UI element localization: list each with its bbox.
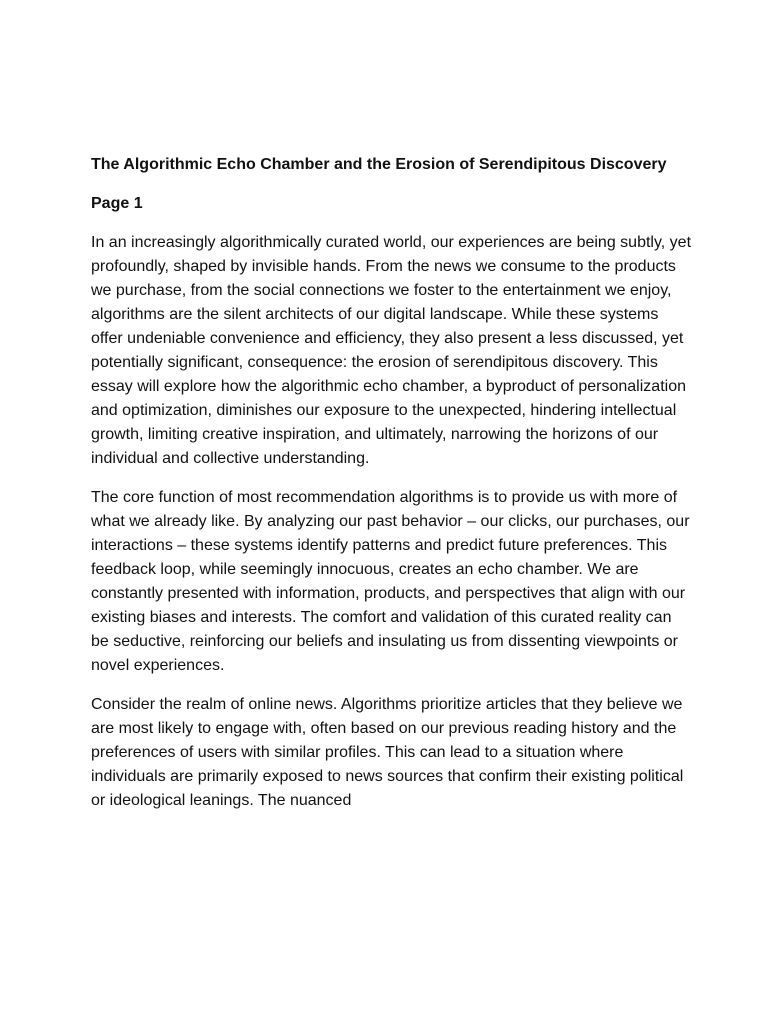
- paragraph-2: The core function of most recommendation algorithms is to provide us with more of what we already like. By analyzing our past behavior – our clicks, our purchases, our interactions – these systems identify patterns and predict future preferences. This feedback loop, while seemingly innocuous, creates an echo chamber. We are constantly presented with information, products, and perspectives that align with our existing biases and interests. The comfort and validation of this curated reality can be seductive, reinforcing our beliefs and insulating us from dissenting viewpoints or novel experiences.: [91, 489, 690, 674]
- page-label: Page 1: [91, 195, 143, 212]
- document-title: The Algorithmic Echo Chamber and the Erosion of Serendipitous Discovery: [91, 156, 667, 173]
- document-body: [91, 153, 691, 813]
- paragraph-1: In an increasingly algorithmically curated world, our experiences are being subtly, yet profoundly, shaped by invisible hands. From the news we consume to the products we purchase, from the social connections we foster to the entertainment we enjoy, algorithms are the silent architects of our digital landscape. While these systems offer undeniable convenience and efficiency, they also present a less discussed, yet potentially significant, consequence: the erosion of serendipitous discovery. This essay will explore how the algorithmic echo chamber, a byproduct of personalization and optimization, diminishes our exposure to the unexpected, hindering intellectual growth, limiting creative inspiration, and ultimately, narrowing the horizons of our individual and collective understanding.: [91, 234, 692, 467]
- paragraph-3: Consider the realm of online news. Algorithms prioritize articles that they believe we are most likely to engage with, often based on our previous reading history and the preferences of users with similar profiles. This can lead to a situation where individuals are primarily exposed to news sources that confirm their existing political or ideological leanings. The nuanced: [91, 696, 684, 809]
